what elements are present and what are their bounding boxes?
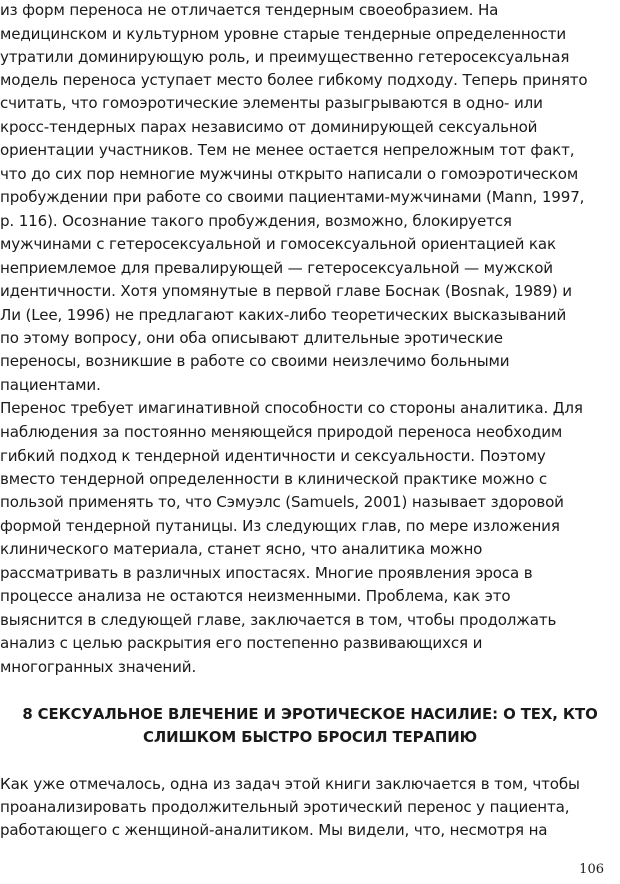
text-line: Как уже отмечалось, одна из задач этой книги заключается в том, чтобы — [0, 775, 580, 793]
heading-line: СЛИШКОМ БЫСТРО БРОСИЛ ТЕРАПИЮ — [142, 728, 478, 746]
text-line: р. 116). Осознание такого пробуждения, возможно, блокируется — [0, 212, 512, 230]
text-line: работающего с женщиной-аналитиком. Мы видели, что, несмотря на — [0, 821, 548, 839]
text-line: пользой применять то, что Сэмуэлс (Samuels, 2001) называет здоровой — [0, 493, 564, 511]
text-line: переносы, возникшие в работе со своими неизлечимо больными — [0, 352, 510, 370]
text-line: модель переноса уступает место более гибкому подходу. Теперь принято — [0, 71, 588, 89]
text-line: пробуждении при работе со своими пациентами-мужчинами (Mann, 1997, — [0, 188, 585, 206]
text-line: пациентами. — [0, 376, 101, 394]
heading-line: 8 СЕКСУАЛЬНОЕ ВЛЕЧЕНИЕ И ЭРОТИЧЕСКОЕ НАСИЛИЕ: О ТЕХ, КТО — [22, 705, 598, 723]
text-line: вместо тендерной определенности в клинической практике можно с — [0, 470, 547, 488]
text-line: формой тендерной путаницы. Из следующих глав, по мере изложения — [0, 517, 560, 535]
text-line: наблюдения за постоянно меняющейся природой переноса необходим — [0, 423, 563, 441]
text-line: утратили доминирующую роль, и преимущественно гетеросексуальная — [0, 48, 570, 66]
text-line: гибкий подход к тендерной идентичности и сексуальности. Поэтому — [0, 447, 546, 465]
text-line: рассматривать в различных ипостасях. Многие проявления эроса в — [0, 564, 533, 582]
text-line: многогранных значений. — [0, 658, 197, 676]
text-line: процессе анализа не остаются неизменными. Проблема, как это — [0, 587, 511, 605]
text-line: медицинском и культурном уровне старые тендерные определенности — [0, 25, 567, 43]
text-line: что до сих пор немногие мужчины открыто написали о гомоэротическом — [0, 165, 579, 183]
text-line: Ли (Lee, 1996) не предлагают каких-либо теоретических высказываний — [0, 306, 567, 324]
text-line: клинического материала, станет ясно, что аналитика можно — [0, 540, 483, 558]
text-line: ориентации участников. Тем не менее остается непреложным тот факт, — [0, 141, 575, 159]
text-line: считать, что гомоэротические элементы разыгрываются в одно- или — [0, 94, 543, 112]
text-line: кросс-тендерных парах независимо от доминирующей сексуальной — [0, 118, 538, 136]
text-line: по этому вопросу, они оба описывают длительные эротические — [0, 329, 503, 347]
text-line: анализ с целью раскрытия его постепенно развивающихся и — [0, 634, 483, 652]
text-line: из форм переноса не отличается тендерным своеобразием. На — [0, 1, 499, 19]
text-line: проанализировать продолжительный эротический перенос у пациента, — [0, 798, 570, 816]
page-number: 106 — [579, 862, 604, 877]
text-line: мужчинами с гетеросексуальной и гомосексуальной ориентацией как — [0, 235, 556, 253]
text-line: неприемлемое для превалирующей — гетеросексуальной — мужской — [0, 259, 553, 277]
text-line: выяснится в следующей главе, заключается в том, чтобы продолжать — [0, 611, 557, 629]
text-line: идентичности. Хотя упомянутые в первой главе Боснак (Bosnak, 1989) и — [0, 282, 572, 300]
text-line: Перенос требует имагинативной способности со стороны аналитика. Для — [0, 399, 583, 417]
